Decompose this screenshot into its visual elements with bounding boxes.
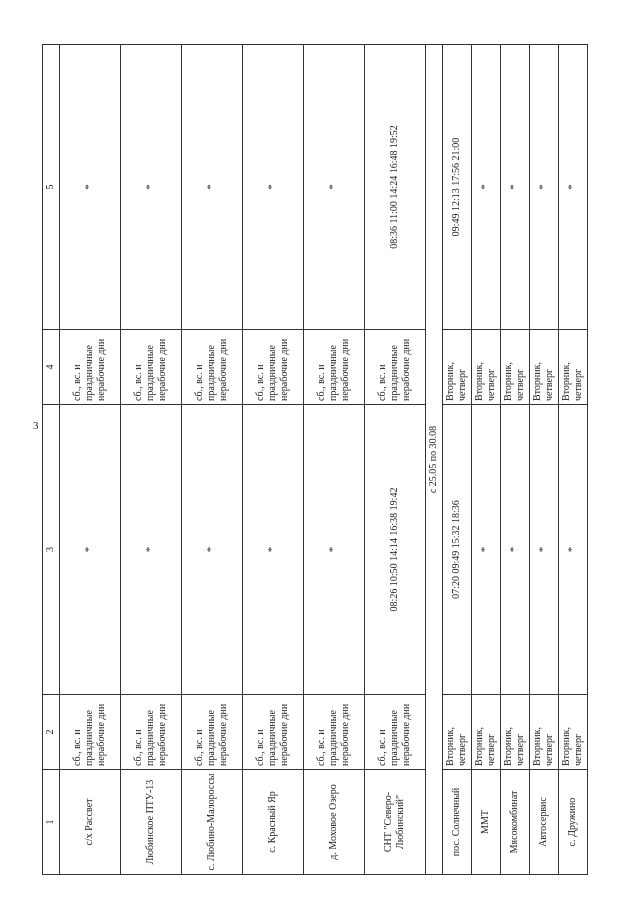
time-cell: * (121, 405, 182, 695)
table-row (121, 45, 182, 875)
days-cell: Вторник, четверг (530, 695, 559, 770)
stop-name: с. Дружино (559, 770, 588, 875)
table-row (501, 45, 530, 875)
days-cell: сб., вс. и праздничные нерабочие дни (304, 695, 365, 770)
days-cell: Вторник, четверг (559, 695, 588, 770)
time-cell: 08:26 10:50 14:14 16:38 19:42 (365, 405, 426, 695)
days-cell: сб., вс. и праздничные нерабочие дни (365, 695, 426, 770)
col-header-5: 5 (43, 45, 60, 330)
time-cell: * (472, 405, 501, 695)
time-cell: * (559, 405, 588, 695)
days-cell: Вторник, четверг (559, 330, 588, 405)
days-cell: Вторник, четверг (501, 695, 530, 770)
stop-name: д. Моховое Озеро (304, 770, 365, 875)
table-row (365, 45, 426, 875)
time-cell: * (530, 405, 559, 695)
table-row (182, 45, 243, 875)
table-row (530, 45, 559, 875)
stop-name: СНТ "Северо-Любинский" (365, 770, 426, 875)
days-cell: сб., вс. и праздничные нерабочие дни (60, 695, 121, 770)
stop-name: Мясокомбинат (501, 770, 530, 875)
schedule-table (42, 44, 588, 875)
season-row (426, 45, 443, 875)
time-cell: * (60, 45, 121, 330)
days-cell: сб., вс. и праздничные нерабочие дни (243, 330, 304, 405)
time-cell: * (501, 405, 530, 695)
table-row (472, 45, 501, 875)
stop-name: Автосервис (530, 770, 559, 875)
page-number: 3 (33, 420, 39, 432)
days-cell: Вторник, четверг (501, 330, 530, 405)
days-cell: Вторник, четверг (472, 330, 501, 405)
days-cell: сб., вс. и праздничные нерабочие дни (121, 695, 182, 770)
col-header-2: 2 (43, 695, 60, 770)
stop-name: пос. Солнечный (443, 770, 472, 875)
days-cell: сб., вс. и праздничные нерабочие дни (60, 330, 121, 405)
time-cell: * (121, 45, 182, 330)
time-cell: 08:36 11:00 14:24 16:48 19:52 (365, 45, 426, 330)
stop-name: ММТ (472, 770, 501, 875)
time-cell: * (530, 45, 559, 330)
time-cell: * (501, 45, 530, 330)
col-header-1: 1 (43, 770, 60, 875)
time-cell: * (243, 405, 304, 695)
time-cell: * (60, 405, 121, 695)
days-cell: сб., вс. и праздничные нерабочие дни (182, 695, 243, 770)
time-cell: * (182, 45, 243, 330)
stop-name: с/х Рассвет (60, 770, 121, 875)
col-header-3: 3 (43, 405, 60, 695)
time-cell: * (243, 45, 304, 330)
table-row (60, 45, 121, 875)
stop-name: с. Красный Яр (243, 770, 304, 875)
days-cell: Вторник, четверг (530, 330, 559, 405)
days-cell: Вторник, четверг (443, 695, 472, 770)
days-cell: сб., вс. и праздничные нерабочие дни (243, 695, 304, 770)
time-cell: * (559, 45, 588, 330)
time-cell: * (182, 405, 243, 695)
table-row (559, 45, 588, 875)
stop-name: Любинское ПТУ-13 (121, 770, 182, 875)
time-cell: * (304, 45, 365, 330)
schedule-table-container (42, 45, 584, 875)
days-cell: сб., вс. и праздничные нерабочие дни (304, 330, 365, 405)
time-cell: 07:20 09:49 15:32 18:36 (443, 405, 472, 695)
days-cell: сб., вс. и праздничные нерабочие дни (121, 330, 182, 405)
days-cell: сб., вс. и праздничные нерабочие дни (365, 330, 426, 405)
stop-name: с. Любино-Малороссы (182, 770, 243, 875)
days-cell: сб., вс. и праздничные нерабочие дни (182, 330, 243, 405)
time-cell: 09:49 12:13 17:56 21:00 (443, 45, 472, 330)
days-cell: Вторник, четверг (472, 695, 501, 770)
header-row (43, 45, 60, 875)
table-row (304, 45, 365, 875)
table-row (443, 45, 472, 875)
time-cell: * (304, 405, 365, 695)
col-header-4: 4 (43, 330, 60, 405)
time-cell: * (472, 45, 501, 330)
table-row (243, 45, 304, 875)
days-cell: Вторник, четверг (443, 330, 472, 405)
season-period: с 25.05 по 30.08 (426, 45, 443, 875)
